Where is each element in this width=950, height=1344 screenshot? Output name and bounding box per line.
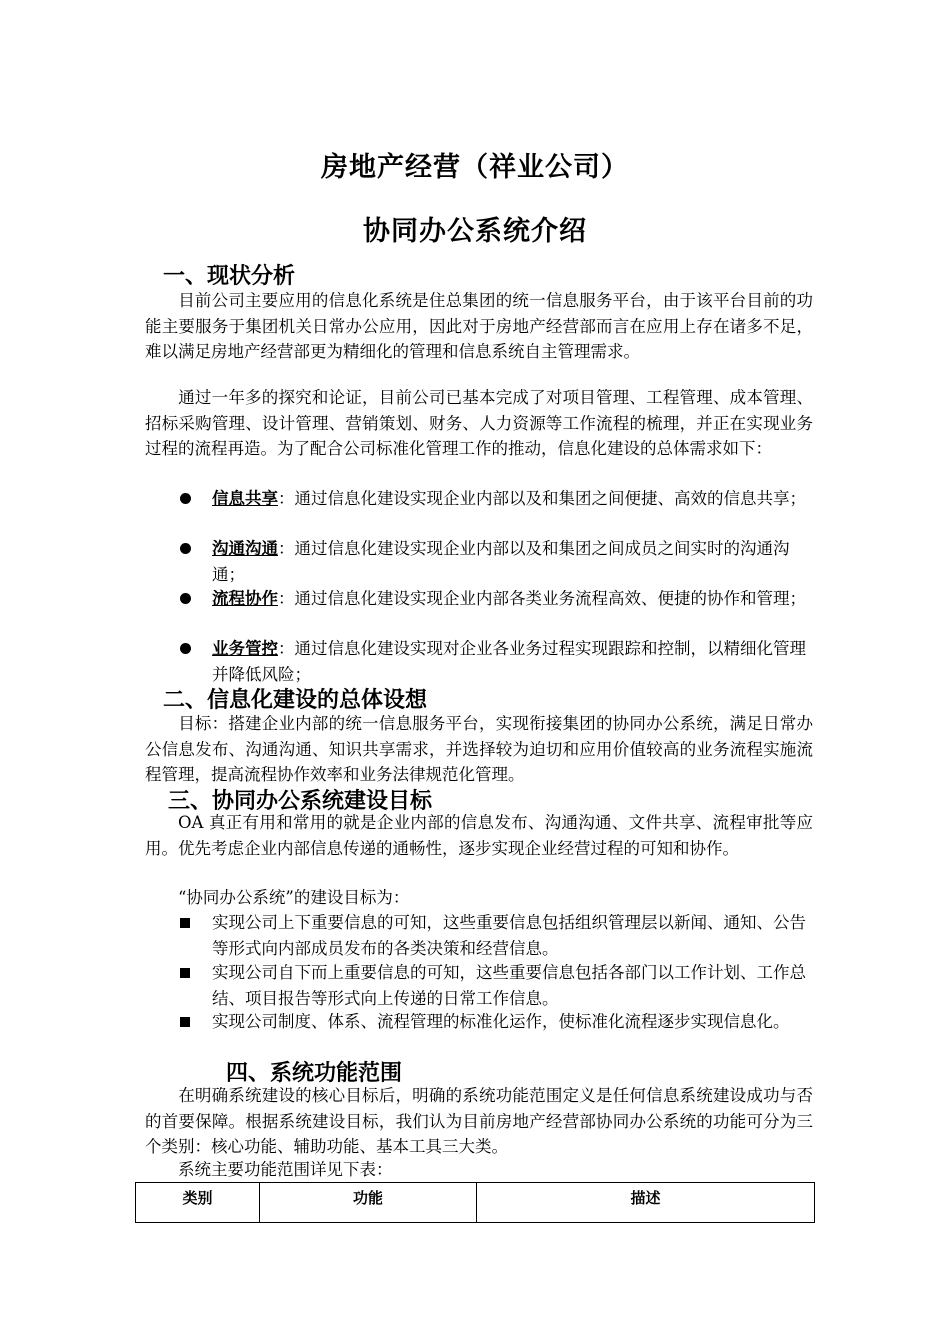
table-header-cell: 描述	[477, 1183, 815, 1223]
section3-heading: 三、协同办公系统建设目标	[168, 789, 433, 814]
list-item: 流程协作：通过信息化建设实现企业内部各类业务流程高效、便捷的协作和管理；	[180, 586, 813, 612]
table-header-cell: 功能	[260, 1183, 477, 1223]
doc-title-line1: 房地产经营（祥业公司）	[321, 152, 629, 183]
list-item: 信息共享：通过信息化建设实现企业内部以及和集团之间便捷、高效的信息共享；	[180, 486, 813, 512]
table-header-row	[136, 1183, 815, 1223]
section3-para1: OA 真正有用和常用的就是企业内部的信息发布、沟通沟通、文件共享、流程审批等应用。优先考虑企业内部信息传递的通畅性，逐步实现企业经营过程的可知和协作。	[145, 813, 813, 858]
section4-para2: 系统主要功能范围详见下表：	[178, 1160, 393, 1179]
doc-title-line2: 协同办公系统介绍	[363, 216, 587, 247]
section1-para2: 通过一年多的探究和论证，目前公司已基本完成了对项目管理、工程管理、成本管理、招标采购管理、设计管理、营销策划、财务、人力资源等工作流程的梳理，并正在实现业务过程的流程再造。为了配合公司标准化管理工作的推动，信息化建设的总体需求如下：	[145, 388, 813, 458]
bullet-dot-icon	[180, 593, 191, 604]
section3-para2: “协同办公系统”的建设目标为：	[178, 888, 410, 907]
list-item: 实现公司上下重要信息的可知，这些重要信息包括组织管理层以新闻、通知、公告等形式向内部成员发布的各类决策和经营信息。	[180, 910, 813, 961]
section1-para1: 目前公司主要应用的信息化系统是住总集团的统一信息服务平台，由于该平台目前的功能主要服务于集团机关日常办公应用，因此对于房地产经营部而言在应用上存在诸多不足，难以满足房地产经营部更为精细化的管理和信息系统自主管理需求。	[145, 291, 813, 361]
bullet-dot-icon	[180, 543, 191, 554]
list-item: 业务管控：通过信息化建设实现对企业各业务过程实现跟踪和控制，以精细化管理并降低风险；	[180, 636, 813, 687]
table-header-cell: 类别	[136, 1183, 260, 1223]
section2-para1: 目标：搭建企业内部的统一信息服务平台，实现衔接集团的协同办公系统，满足日常办公信息发布、沟通沟通、知识共享需求，并选择较为迫切和应用价值较高的业务流程实施流程管理，提高流程协作效率和业务法律规范化管理。	[145, 714, 813, 784]
list-item: 实现公司自下而上重要信息的可知，这些重要信息包括各部门以工作计划、工作总结、项目报告等形式向上传递的日常工作信息。	[180, 960, 813, 1011]
list-item: 沟通沟通：通过信息化建设实现企业内部以及和集团之间成员之间实时的沟通沟通；	[180, 536, 813, 587]
square-bullet-icon	[180, 968, 190, 978]
section4-heading: 四、系统功能范围	[226, 1061, 403, 1086]
list-item: 实现公司制度、体系、流程管理的标准化运作，使标准化流程逐步实现信息化。	[180, 1009, 813, 1035]
square-bullet-icon	[180, 918, 190, 928]
bullet-dot-icon	[180, 493, 191, 504]
bullet-dot-icon	[180, 643, 191, 654]
section2-heading: 二、信息化建设的总体设想	[163, 688, 428, 713]
function-table	[135, 1182, 815, 1223]
square-bullet-icon	[180, 1017, 190, 1027]
section4-para1: 在明确系统建设的核心目标后，明确的系统功能范围定义是任何信息系统建设成功与否的首要保障。根据系统建设目标，我们认为目前房地产经营部协同办公系统的功能可分为三个类别：核心功能、辅助功能、基本工具三大类。	[145, 1086, 813, 1156]
section1-heading: 一、现状分析	[163, 264, 296, 289]
